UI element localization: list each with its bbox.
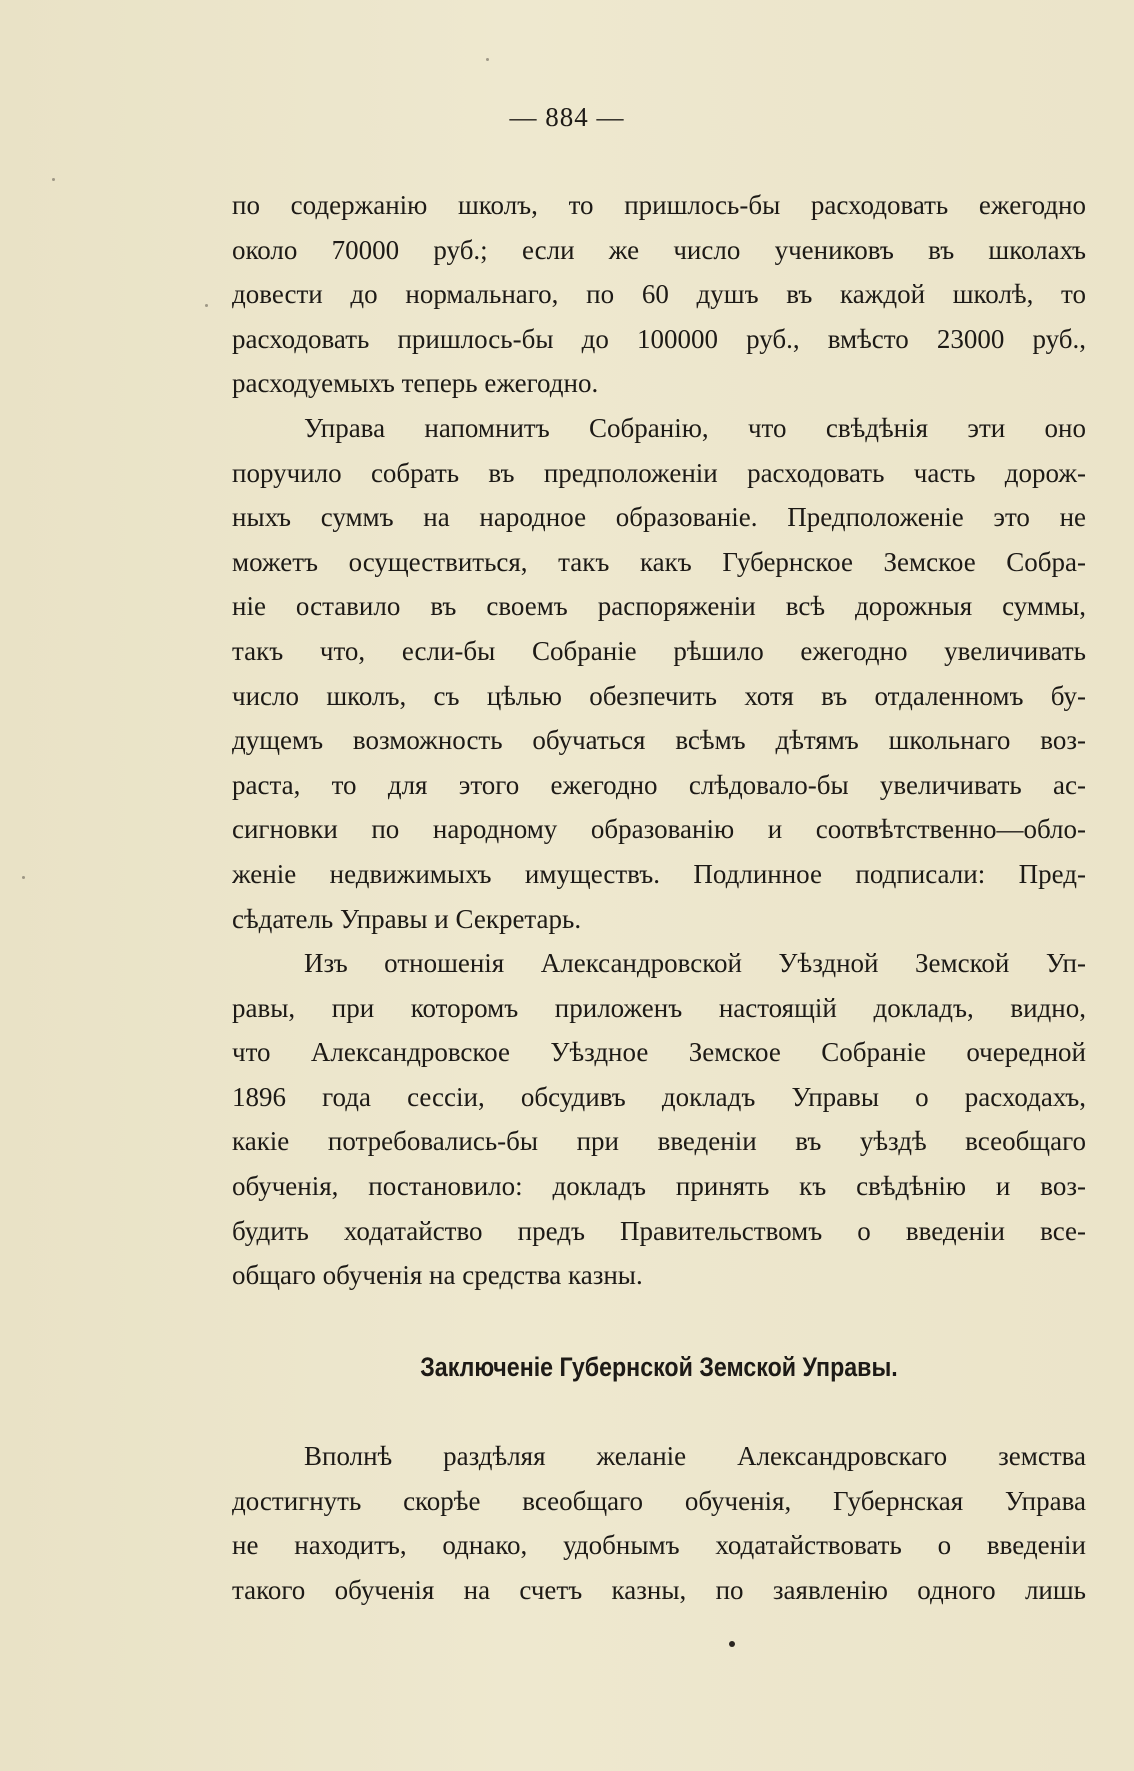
paragraph2-line: можетъ осуществиться, такъ какъ Губернское Земское Собра- [232, 546, 1086, 577]
paper-speck [22, 876, 25, 879]
paragraph2-line: женіе недвижимыхъ имуществъ. Подлинное подписали: Пред- [232, 858, 1086, 889]
paragraph1-line: по содержанію школъ, то пришлось-бы расходовать ежегодно [232, 190, 1086, 220]
paragraph3-line: обученія, постановило: докладъ принять къ свѣдѣнію и воз- [232, 1171, 1086, 1202]
section-heading: Заключеніе Губернской Земской Управы. [420, 1352, 898, 1382]
paragraph4-line: Вполнѣ раздѣляя желаніе Александровскаго земства [304, 1441, 1086, 1471]
paragraph1-line: довести до нормальнаго, по 60 душъ въ каждой школѣ, то [232, 279, 1086, 310]
paper-speck [205, 304, 208, 307]
paragraph4-line: такого обученія на счетъ казны, по заявленію одного лишь [232, 1574, 1086, 1605]
paragraph2-line: поручило собрать въ предположеніи расходовать часть дорож- [232, 457, 1086, 488]
paragraph3-line: общаго обученія на средства казны. [232, 1260, 643, 1291]
paragraph2-line: ніе оставило въ своемъ распоряженіи всѣ дорожныя суммы, [232, 591, 1086, 622]
paragraph2-line: Управа напомнитъ Собранію, что свѣдѣнія эти оно [304, 412, 1086, 443]
paragraph2-line: сѣдатель Управы и Секретарь. [232, 903, 582, 934]
paragraph3-line: равы, при которомъ приложенъ настоящій докладъ, видно, [232, 992, 1086, 1023]
paragraph2-line: дущемъ возможность обучаться всѣмъ дѣтямъ школьнаго воз- [232, 725, 1086, 756]
paragraph2-line: раста, то для этого ежегодно слѣдовало-бы увеличивать ас- [232, 769, 1086, 800]
ink-dot [729, 1641, 735, 1647]
paragraph4-line: достигнуть скорѣе всеобщаго обученія, Губернская Управа [232, 1485, 1086, 1516]
body-text-upper [232, 183, 1086, 1298]
paragraph3-line: Изъ отношенія Александровской Уѣздной Земской Уп- [304, 948, 1086, 979]
paragraph4-line: не находитъ, однако, удобнымъ ходатайствовать о введеніи [232, 1530, 1086, 1561]
paper-speck [52, 178, 55, 181]
paragraph1-line: расходуемыхъ теперь ежегодно. [232, 368, 599, 399]
paragraph1-line: около 70000 руб.; если же число учениковъ въ школахъ [232, 234, 1086, 265]
paragraph2-line: сигновки по народному образованію и соотвѣтственно—обло- [232, 814, 1086, 845]
paragraph3-line: какіе потребовались-бы при введеніи въ уѣздѣ всеобщаго [232, 1126, 1086, 1157]
paragraph2-line: ныхъ суммъ на народное образованіе. Предположеніе это не [232, 502, 1086, 533]
paper-speck [486, 58, 489, 61]
paragraph3-line: будить ходатайство предъ Правительствомъ о введеніи все- [232, 1215, 1086, 1246]
paragraph3-line: 1896 года сессіи, обсудивъ докладъ Управы о расходахъ, [232, 1081, 1086, 1112]
paragraph2-line: такъ что, если-бы Собраніе рѣшило ежегодно увеличивать [232, 635, 1086, 666]
paragraph2-line: число школъ, съ цѣлью обезпечить хотя въ отдаленномъ бу- [232, 680, 1086, 711]
body-text-lower [232, 1434, 1086, 1612]
paragraph1-line: расходовать пришлось-бы до 100000 руб., вмѣсто 23000 руб., [232, 323, 1086, 354]
page-number: — 884 — [509, 102, 625, 132]
paragraph3-line: что Александровское Уѣздное Земское Собраніе очередной [232, 1037, 1086, 1068]
